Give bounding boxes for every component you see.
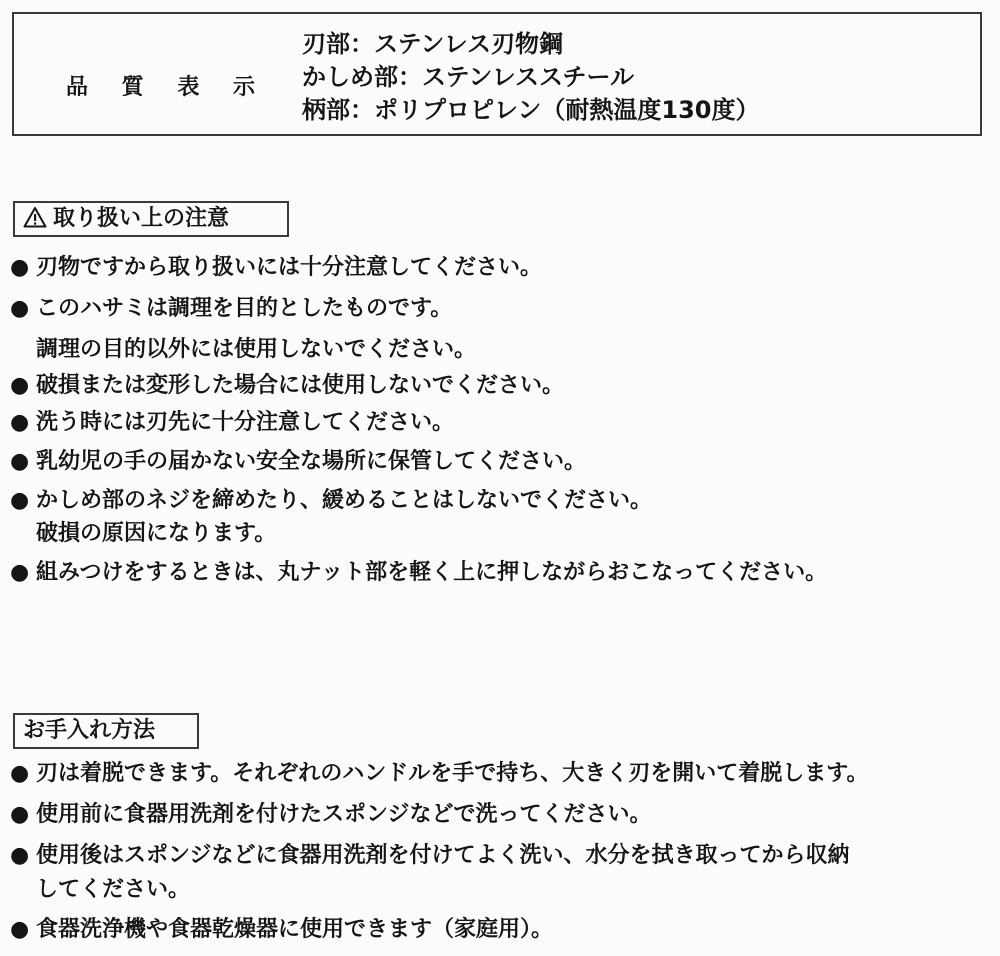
list-item-text: かしめ部のネジを締めたり、緩めることはしないでください。 xyxy=(36,488,653,513)
list-item xyxy=(10,371,564,401)
bullet-icon: ● xyxy=(10,560,30,585)
bullet-icon: ● xyxy=(10,488,30,513)
list-item xyxy=(10,486,652,516)
list-item xyxy=(10,519,276,549)
warnings-heading-text: 取り扱い上の注意 xyxy=(53,206,230,231)
bullet-icon: ● xyxy=(10,296,30,321)
list-item xyxy=(10,841,849,871)
bullet-icon: ● xyxy=(10,802,30,827)
quality-label-title: 品 質 表 示 xyxy=(66,75,268,100)
quality-lines xyxy=(302,28,760,127)
list-item-text: 食器洗浄機や食器乾燥器に使用できます（家庭用）。 xyxy=(36,917,554,942)
list-item xyxy=(10,335,476,365)
list-item-text: 組みつけをするときは、丸ナット部を軽く上に押しながらおこなってください。 xyxy=(36,560,828,585)
bullet-icon: ● xyxy=(10,843,30,868)
list-item xyxy=(10,800,651,830)
list-item-text: 刃は着脱できます。それぞれのハンドルを手で持ち、大きく刃を開いて着脱します。 xyxy=(36,761,869,786)
list-item xyxy=(10,447,586,477)
bullet-icon: ● xyxy=(10,410,30,435)
bullet-icon: ● xyxy=(10,761,30,786)
list-item xyxy=(10,294,452,324)
quality-line-blade: 刃部：ステンレス刃物鋼 xyxy=(302,30,563,58)
list-item-text: 洗う時には刃先に十分注意してください。 xyxy=(36,410,455,435)
list-item xyxy=(10,253,542,283)
list-item-text: 破損または変形した場合には使用しないでください。 xyxy=(36,373,565,398)
warnings-heading xyxy=(13,201,289,237)
list-item-text: 使用後はスポンジなどに食器用洗剤を付けてよく洗い、水分を拭き取ってから収納 xyxy=(36,843,850,868)
list-item xyxy=(10,558,827,588)
quality-label-box xyxy=(12,12,982,136)
list-item xyxy=(10,759,868,789)
bullet-icon: ● xyxy=(10,255,30,280)
quality-line-handle: 柄部：ポリプロピレン（耐熱温度130度） xyxy=(302,96,760,124)
care-heading-text: お手入れ方法 xyxy=(23,718,156,743)
list-item-text: 使用前に食器用洗剤を付けたスポンジなどで洗ってください。 xyxy=(36,802,652,827)
quality-line-rivet: かしめ部：ステンレススチール xyxy=(302,63,635,91)
care-heading xyxy=(13,713,199,749)
warning-triangle-icon xyxy=(23,206,47,228)
list-item-text: このハサミは調理を目的としたものです。 xyxy=(36,296,453,321)
list-item-text: 調理の目的以外には使用しないでください。 xyxy=(36,337,477,362)
list-item-text: 乳幼児の手の届かない安全な場所に保管してください。 xyxy=(36,449,587,474)
list-item-text: 破損の原因になります。 xyxy=(36,521,277,546)
list-item xyxy=(10,875,190,905)
list-item-text: 刃物ですから取り扱いには十分注意してください。 xyxy=(36,255,543,280)
bullet-icon: ● xyxy=(10,449,30,474)
bullet-icon: ● xyxy=(10,373,30,398)
bullet-icon: ● xyxy=(10,917,30,942)
list-item xyxy=(10,915,553,945)
list-item-text: してください。 xyxy=(36,877,191,902)
list-item xyxy=(10,408,454,438)
